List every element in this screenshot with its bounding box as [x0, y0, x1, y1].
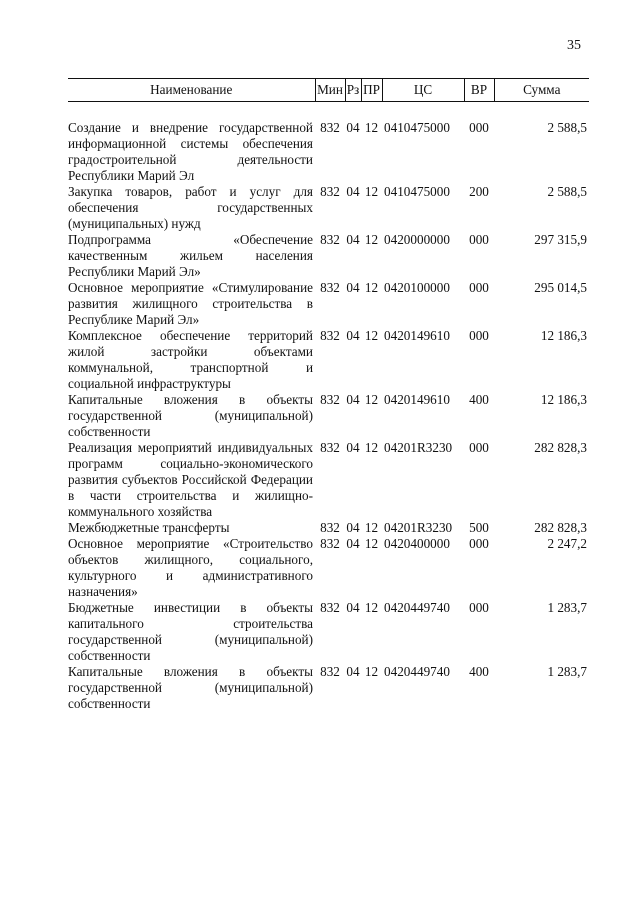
table-body: [68, 102, 589, 713]
row-name: Комплексное обеспечение территорий жилой застройки объектами коммунальной, транспортной и социальной инфраструктуры: [68, 328, 313, 391]
table-row: [68, 600, 589, 664]
row-vr: 400: [469, 664, 489, 679]
row-pr: 12: [364, 600, 379, 615]
row-name: Капитальные вложения в объекты государственной (муниципальной) собственности: [68, 664, 313, 711]
row-pr: 12: [364, 328, 379, 343]
row-sum: 2 588,5: [547, 120, 587, 135]
table-header-row: [68, 79, 589, 102]
row-cs: 0420449740: [384, 600, 450, 615]
row-pr: 12: [364, 664, 379, 679]
row-name: Основное мероприятие «Строительство объектов жилищного, социального, культурного и административного назначения»: [68, 536, 313, 599]
row-pr: 12: [364, 536, 379, 551]
row-sum: 12 186,3: [540, 392, 587, 407]
row-rz: 04: [346, 120, 360, 135]
row-sum: 1 283,7: [547, 664, 587, 679]
table-row: [68, 520, 589, 536]
row-pr: 12: [364, 392, 379, 407]
row-rz: 04: [346, 184, 360, 199]
row-rz: 04: [346, 664, 360, 679]
row-cs: 0420449740: [384, 664, 450, 679]
row-cs: 04201R3230: [384, 520, 453, 535]
row-pr: 12: [364, 184, 379, 199]
header-cs: ЦС: [382, 79, 464, 102]
row-sum: 282 828,3: [534, 520, 587, 535]
row-cs: 0420149610: [384, 328, 450, 343]
table-row: [68, 392, 589, 440]
row-vr: 000: [469, 600, 489, 615]
row-rz: 04: [346, 440, 360, 455]
row-min: 832: [320, 120, 340, 135]
row-sum: 2 247,2: [547, 536, 587, 551]
header-min: Мин: [315, 79, 345, 102]
table-row: [68, 232, 589, 280]
row-rz: 04: [346, 232, 360, 247]
table-row: [68, 184, 589, 232]
row-min: 832: [320, 440, 340, 455]
row-cs: 0420100000: [384, 280, 450, 295]
table-row: [68, 328, 589, 392]
row-vr: 000: [469, 328, 489, 343]
header-spacer: [68, 102, 589, 121]
header-name: Наименование: [68, 79, 315, 102]
row-pr: 12: [364, 280, 379, 295]
row-min: 832: [320, 664, 340, 679]
row-name: Основное мероприятие «Стимулирование развития жилищного строительства в Республике Марий Эл»: [68, 280, 313, 327]
row-min: 832: [320, 536, 340, 551]
row-min: 832: [320, 520, 340, 535]
row-sum: 282 828,3: [534, 440, 587, 455]
row-cs: 0420400000: [384, 536, 450, 551]
row-vr: 000: [469, 280, 489, 295]
table-row: [68, 120, 589, 184]
row-name: Подпрограмма «Обеспечение качественным жильем населения Республики Марий Эл»: [68, 232, 313, 279]
row-vr: 200: [469, 184, 489, 199]
row-min: 832: [320, 392, 340, 407]
row-vr: 000: [469, 232, 489, 247]
page-number: 35: [567, 38, 581, 53]
row-sum: 12 186,3: [540, 328, 587, 343]
table-row: [68, 440, 589, 520]
header-vr: ВР: [464, 79, 494, 102]
row-sum: 297 315,9: [534, 232, 587, 247]
budget-table: [68, 78, 589, 712]
row-sum: 1 283,7: [547, 600, 587, 615]
row-pr: 12: [364, 120, 379, 135]
row-name: Реализация мероприятий индивидуальных программ социально-экономического развития субъектов Российской Федерации в части строительства и жилищно-коммунального хозяйства: [68, 440, 313, 519]
row-name: Капитальные вложения в объекты государственной (муниципальной) собственности: [68, 392, 313, 439]
row-min: 832: [320, 232, 340, 247]
row-rz: 04: [346, 328, 360, 343]
row-cs: 0420149610: [384, 392, 450, 407]
row-vr: 000: [469, 440, 489, 455]
header-pr: ПР: [361, 79, 382, 102]
row-pr: 12: [364, 520, 379, 535]
row-sum: 2 588,5: [547, 184, 587, 199]
row-vr: 400: [469, 392, 489, 407]
row-rz: 04: [346, 520, 360, 535]
row-pr: 12: [364, 440, 379, 455]
row-cs: 0410475000: [384, 120, 450, 135]
row-name: Закупка товаров, работ и услуг для обеспечения государственных (муниципальных) нужд: [68, 184, 313, 231]
row-min: 832: [320, 600, 340, 615]
row-cs: 04201R3230: [384, 440, 453, 455]
row-vr: 000: [469, 120, 489, 135]
row-vr: 000: [469, 536, 489, 551]
row-min: 832: [320, 328, 340, 343]
row-vr: 500: [469, 520, 489, 535]
table-row: [68, 664, 589, 712]
row-name: Бюджетные инвестиции в объекты капитального строительства государственной (муниципальной) собственности: [68, 600, 313, 663]
row-pr: 12: [364, 232, 379, 247]
row-min: 832: [320, 280, 340, 295]
row-cs: 0410475000: [384, 184, 450, 199]
table-row: [68, 280, 589, 328]
row-name: Межбюджетные трансферты: [68, 520, 230, 535]
row-rz: 04: [346, 280, 360, 295]
row-rz: 04: [346, 392, 360, 407]
row-cs: 0420000000: [384, 232, 450, 247]
table-row: [68, 536, 589, 600]
row-rz: 04: [346, 600, 360, 615]
row-sum: 295 014,5: [534, 280, 587, 295]
row-min: 832: [320, 184, 340, 199]
header-sum: Сумма: [494, 79, 589, 102]
header-rz: Рз: [345, 79, 361, 102]
row-name: Создание и внедрение государственной информационной системы обеспечения градостроительной деятельности Республики Марий Эл: [68, 120, 313, 183]
row-rz: 04: [346, 536, 360, 551]
